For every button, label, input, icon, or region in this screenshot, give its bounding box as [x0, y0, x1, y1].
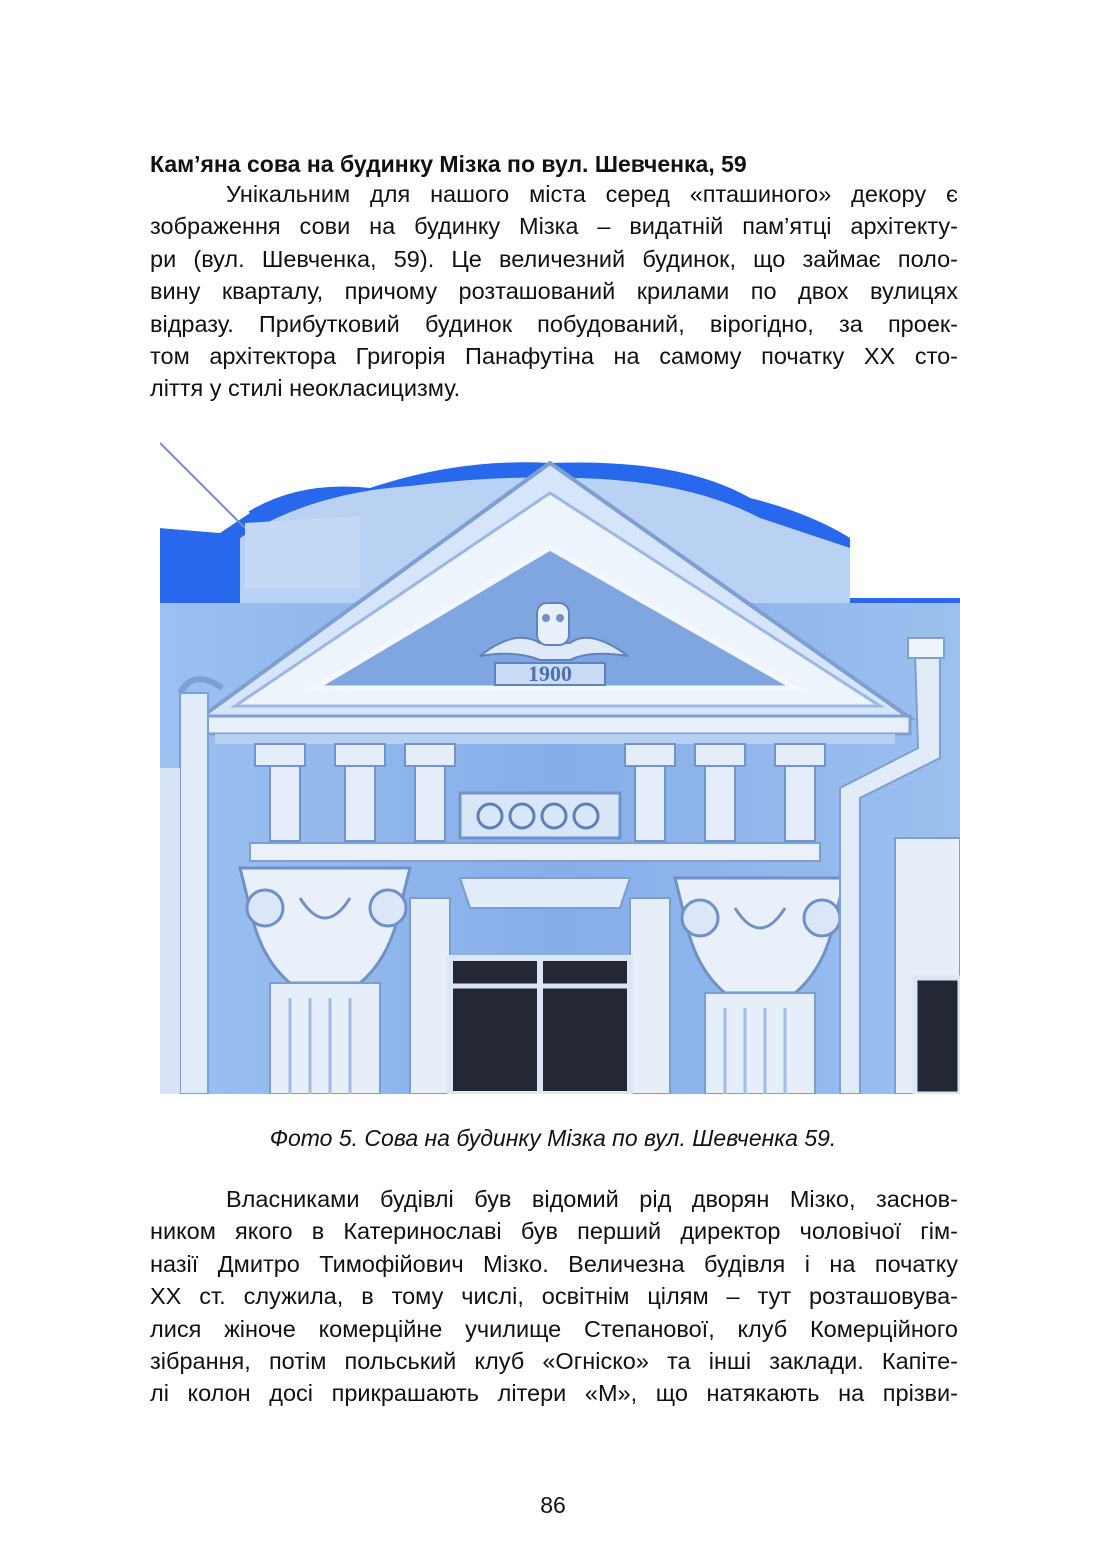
paragraph-owners [150, 1183, 958, 1410]
text-line: XX ст. служила, в тому числі, освітнім цілям – тут розташовува- [150, 1283, 958, 1310]
text-line: вину кварталу, причому розташований крилами по двох вулицях [150, 278, 958, 305]
text-line: ником якого в Катеринославі був перший директор чоловічої гім- [150, 1218, 958, 1245]
text-line: назії Дмитро Тимофійович Мізко. Величезна будівля і на початку [150, 1250, 958, 1277]
text-line: Власниками будівлі був відомий рід дворян Мізко, заснов- [226, 1186, 958, 1212]
text-line: зображення сови на будинку Мізка – видатній пам’ятці архітекту- [150, 213, 958, 240]
paragraph-intro [150, 178, 958, 405]
text-line: ліття у стилі неокласицизму. [150, 375, 461, 402]
drainpipe-left [180, 693, 208, 1094]
facade-photo [160, 438, 960, 1094]
text-line: ри (вул. Шевченка, 59). Це величезний будинок, що займає поло- [150, 245, 958, 272]
text-line: зібрання, потім польський клуб «Огніско» та інші заклади. Капіте- [150, 1347, 958, 1374]
text-line: відразу. Прибутковий будинок побудований, вірогідно, за проек- [150, 310, 958, 337]
photo-caption: Фото 5. Сова на будинку Мізка по вул. Шевченка 59. [269, 1125, 837, 1151]
date-on-pediment: 1900 [528, 661, 572, 686]
text-line: Унікальним для нашого міста серед «пташиного» декору є [226, 181, 958, 207]
page-number: 86 [540, 1492, 566, 1518]
text-line: том архітектора Григорія Панафутіна на самому початку XX сто- [150, 342, 958, 369]
building-pediment-illustration [160, 438, 960, 1094]
text-line: лися жіноче комерційне училище Степанової, клуб Комерційного [150, 1315, 958, 1342]
section-heading: Кам’яна сова на будинку Мізка по вул. Шевченка, 59 [150, 151, 747, 177]
text-line: лі колон досі прикрашають літери «М», що натякають на прізви- [150, 1380, 958, 1407]
